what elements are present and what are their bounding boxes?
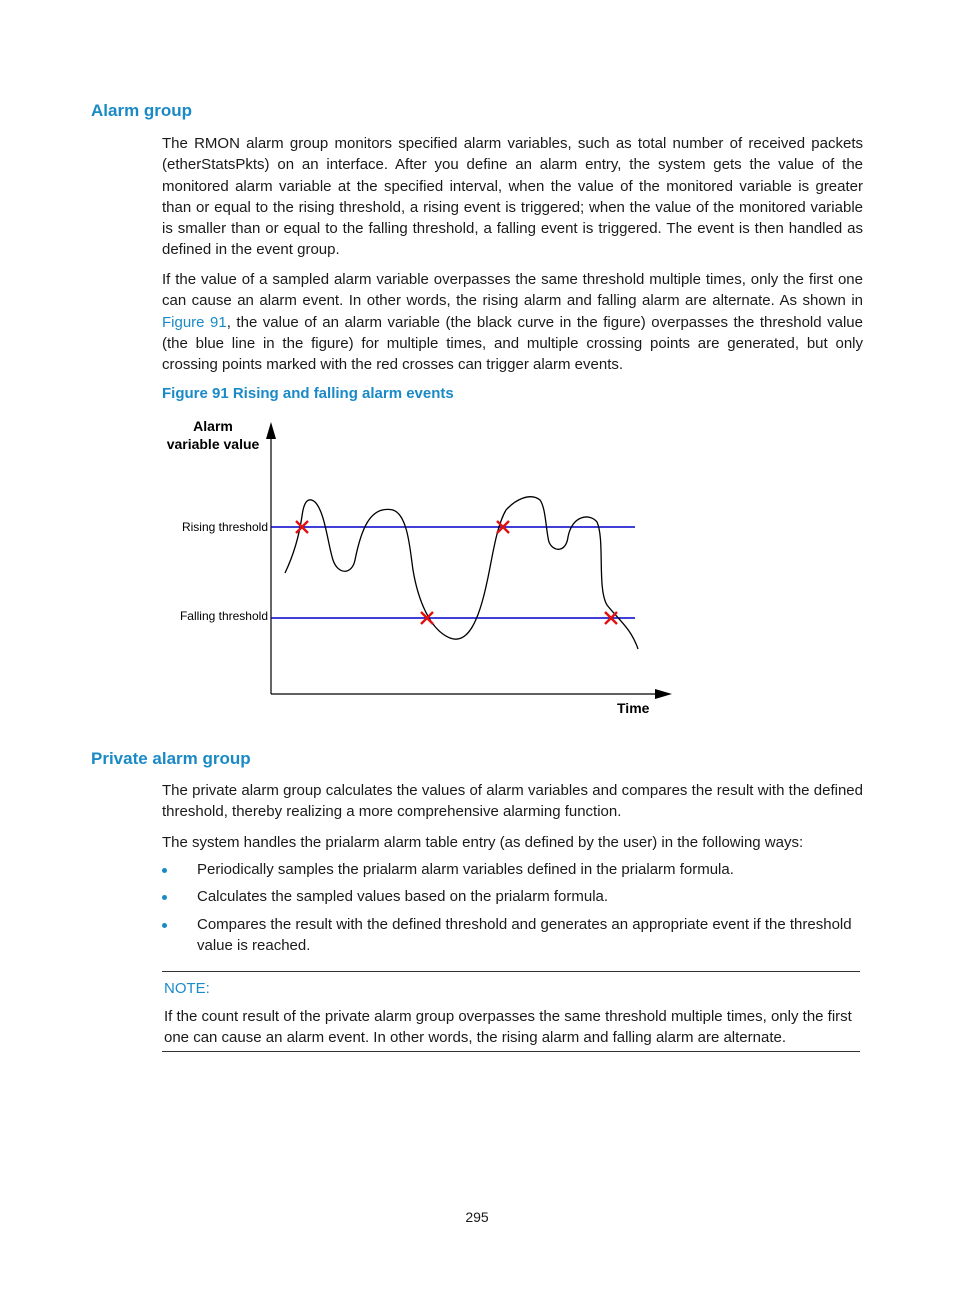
- page-number: 295: [465, 1209, 489, 1225]
- alarm-variable-curve: [285, 497, 638, 649]
- private-alarm-paragraph-2: The system handles the prialarm alarm table entry (as defined by the user) in the following ways:: [162, 834, 804, 851]
- x-axis-label: Time: [617, 700, 650, 716]
- private-alarm-bullet-list: [162, 859, 863, 962]
- alarm-events-diagram: [150, 412, 680, 722]
- bullet-text: Compares the result with the defined threshold and generates an appropriate event if the threshold value is reached.: [197, 915, 852, 954]
- bullet-icon: [162, 895, 167, 900]
- bullet-text: Periodically samples the prialarm alarm variables defined in the prialarm formula.: [197, 861, 734, 878]
- note-box: [162, 971, 860, 1052]
- bullet-icon: [162, 923, 167, 928]
- y-axis-label-line2: variable value: [166, 436, 260, 452]
- list-item: [162, 859, 863, 880]
- figure-91-link[interactable]: Figure 91: [162, 313, 227, 331]
- figure-caption: Figure 91 Rising and falling alarm events: [162, 385, 454, 402]
- private-alarm-paragraph-1: The private alarm group calculates the values of alarm variables and compares the result with the defined threshold, thereby realizing a more comprehensive alarming function.: [162, 782, 863, 821]
- section-heading-alarm-group: Alarm group: [91, 101, 193, 120]
- section-heading-private-alarm-group: Private alarm group: [91, 749, 251, 768]
- bullet-text: Calculates the sampled values based on the prialarm formula.: [197, 888, 609, 906]
- rising-threshold-label: Rising threshold: [181, 520, 268, 534]
- list-item: [162, 886, 863, 907]
- para2-text-after: , the value of an alarm variable (the black curve in the figure) overpasses the threshold value (the blue line in the figure) for multiple times, and multiple crossing points are generated, but only crossing points marked with the red crosses can trigger alarm events.: [162, 313, 863, 374]
- note-title: NOTE:: [164, 980, 210, 997]
- falling-threshold-label: Falling threshold: [179, 609, 268, 623]
- x-axis-arrow-icon: [655, 689, 672, 699]
- y-axis-arrow-icon: [266, 422, 276, 439]
- list-item: [162, 914, 863, 957]
- bullet-icon: [162, 868, 167, 873]
- y-axis-label-line1: Alarm: [193, 418, 233, 434]
- note-body: If the count result of the private alarm group overpasses the same threshold multiple times, only the first one can cause an alarm event. In other words, the rising alarm and falling alarm are alternate.: [164, 1008, 852, 1047]
- alarm-group-paragraph-1: The RMON alarm group monitors specified alarm variables, such as total number of received packets (etherStatsPkts) on an interface. After you define an alarm entry, the system gets the value of the monitored alarm variable at the specified interval, when the value of the monitored variable is greater than or equal to the rising threshold, a rising event is triggered; when the value of the monitored variable is smaller than or equal to the falling threshold, a falling event is triggered. The event is then handled as defined in the event group.: [162, 135, 863, 259]
- para2-text-before: If the value of a sampled alarm variable overpasses the same threshold multiple times, only the first one can cause an alarm event. In other words, the rising alarm and falling alarm are alternate. As shown in: [162, 271, 863, 310]
- alarm-group-paragraph-2: [162, 269, 863, 375]
